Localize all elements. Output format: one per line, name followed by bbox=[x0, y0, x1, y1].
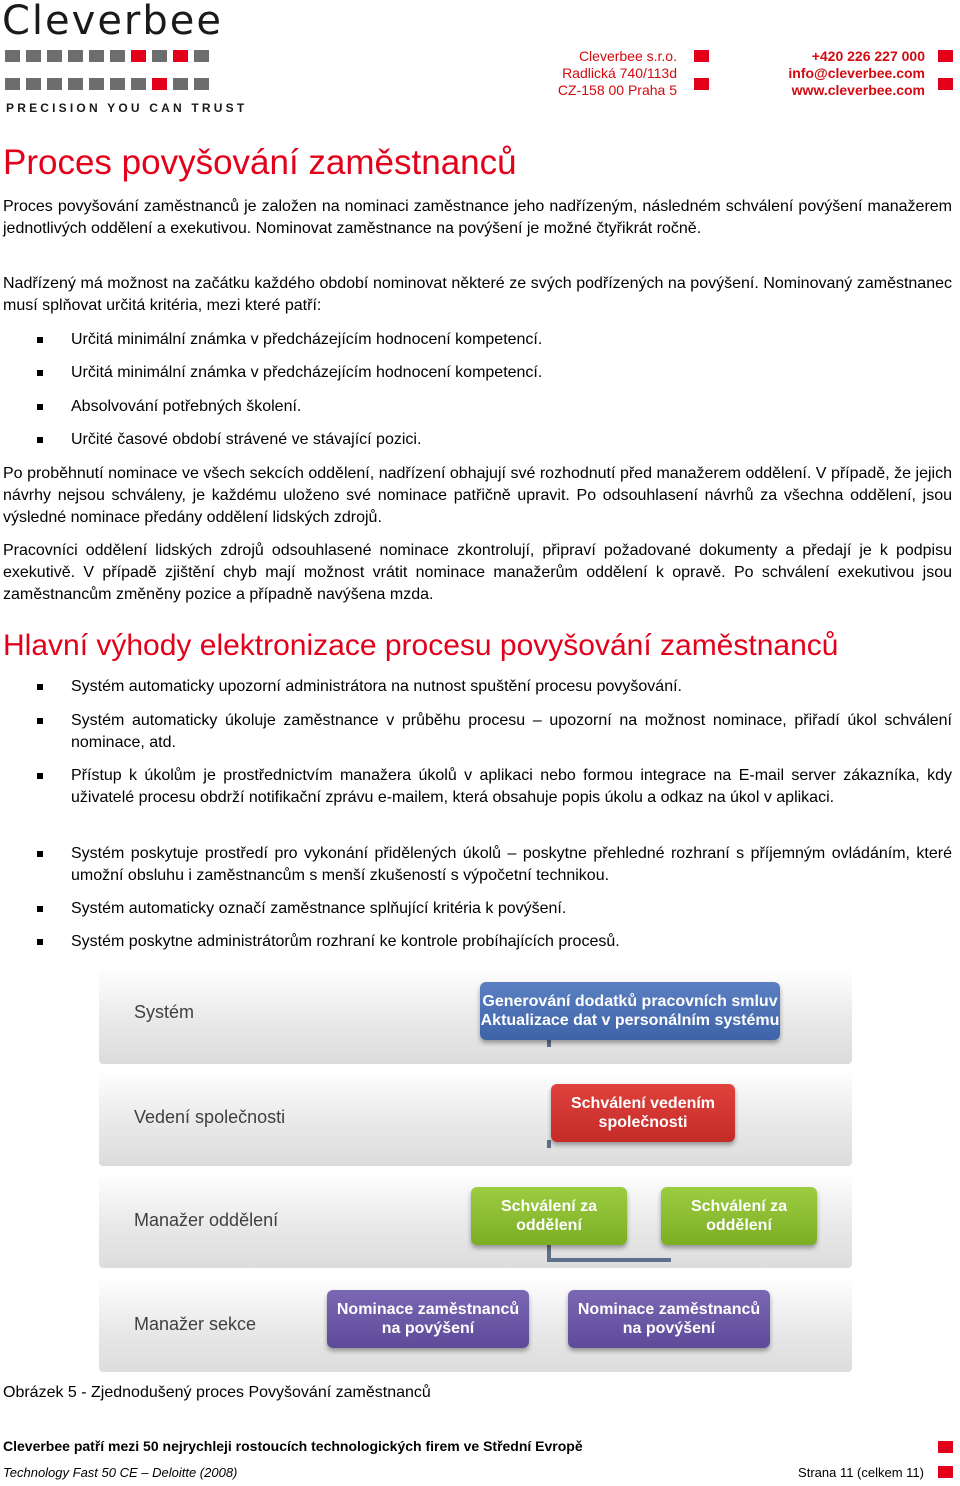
bullet-icon bbox=[37, 404, 43, 410]
contact-phone: +420 226 227 000 bbox=[811, 48, 925, 64]
bullet-icon bbox=[37, 337, 43, 343]
bullet-icon bbox=[37, 939, 43, 945]
paragraph-nomination: Nadřízený má možnost na začátku každého období nominovat některé ze svých podřízených na povýšení. Nominovaný zaměstnanec musí splňovat určitá kritéria, mezi které patří: bbox=[3, 275, 952, 314]
benefit-item: Systém automaticky upozorní administrátora na nutnost spuštění procesu povyšování. bbox=[3, 676, 952, 698]
box-line: Generování dodatků pracovních smluv bbox=[482, 993, 778, 1010]
header-red-square bbox=[938, 50, 953, 62]
criteria-item: Absolvování potřebných školení. bbox=[3, 396, 952, 418]
promotion-process-diagram bbox=[99, 968, 852, 1372]
box-line: Aktualizace dat v personálním systému bbox=[480, 1012, 780, 1029]
company-address bbox=[558, 48, 677, 99]
bullet-icon bbox=[37, 773, 43, 779]
page-number: Strana 11 (celkem 11) bbox=[798, 1465, 924, 1480]
logo-square-grid bbox=[5, 50, 227, 92]
box-line: oddělení bbox=[516, 1217, 582, 1234]
box-line: Nominace zaměstnanců bbox=[336, 1301, 520, 1318]
section-title-process: Proces povyšování zaměstnanců bbox=[3, 143, 517, 182]
footer-claim: Cleverbee patří mezi 50 nejrychleji rostoucích technologických firem ve Střední Evropě bbox=[3, 1438, 583, 1454]
box-section-nomination bbox=[327, 1290, 529, 1348]
box-line: na povýšení bbox=[622, 1320, 716, 1337]
lane-label-section: Manažer sekce bbox=[134, 1314, 257, 1334]
lane-label-department: Manažer oddělení bbox=[134, 1210, 279, 1230]
footer-red-square bbox=[938, 1441, 953, 1453]
benefit-item: Přístup k úkolům je prostřednictvím manažera úkolů v aplikaci nebo formou integrace na E-mail server zákazníka, kdy uživatelé procesu obdrží notifikační zprávu e-mailem, která obsahuje popis úkolu a odkaz na úkol v aplikaci. bbox=[3, 765, 952, 809]
paragraph-hr: Pracovníci oddělení lidských zdrojů odsouhlasené nominace zkontrolují, připraví požadované dokumenty a předají je k podpisu exekutivě. V případě zjištění chyb mají možnost vrátit nominace manažerům oddělení k opravě. Po schválení exekutivou jsou zaměstnancům změněny pozice a případně navýšena mzda. bbox=[3, 542, 952, 603]
paragraph-defense: Po proběhnutí nominace ve všech sekcích oddělení, nadřízení obhajují své rozhodnutí před manažerem oddělení. V případě, že jejich návrhy nejsou schváleny, je každému uloženo své nominace patřičně upravit. Po odsouhlasení návrhů za všechna oddělení, jsou výsledné nominace předány oddělení lidských zdrojů. bbox=[3, 465, 952, 526]
header-red-square bbox=[694, 78, 709, 90]
box-department-approval bbox=[471, 1187, 627, 1245]
address-line: Radlická 740/113d bbox=[562, 65, 677, 81]
box-line: Schválení za bbox=[690, 1198, 788, 1215]
connector bbox=[547, 1258, 671, 1262]
box-line: oddělení bbox=[706, 1217, 772, 1234]
bullet-icon bbox=[37, 718, 43, 724]
box-line: Nominace zaměstnanců bbox=[577, 1301, 761, 1318]
criteria-item: Určitá minimální známka v předcházejícím hodnocení kompetencí. bbox=[3, 362, 952, 384]
box-line: Schválení vedením bbox=[570, 1095, 716, 1112]
footer-source: Technology Fast 50 CE – Deloitte (2008) bbox=[3, 1465, 238, 1480]
criteria-item: Určitá minimální známka v předcházejícím hodnocení kompetencí. bbox=[3, 329, 952, 351]
lane-label-system: Systém bbox=[134, 1002, 195, 1022]
lane-label-management: Vedení společnosti bbox=[134, 1107, 286, 1127]
header-red-square bbox=[938, 78, 953, 90]
benefit-item: Systém poskytuje prostředí pro vykonání přidělených úkolů – poskytne přehledné rozhraní s příjemným ovládáním, které umožní obsluhu i zaměstnancům s menší zkušeností s výpočetní technikou. bbox=[3, 843, 952, 887]
bullet-icon bbox=[37, 906, 43, 912]
bullet-icon bbox=[37, 370, 43, 376]
header-red-square bbox=[694, 50, 709, 62]
criteria-item: Určité časové období strávené ve stávající pozici. bbox=[3, 429, 952, 451]
logo-tagline: PRECISION YOU CAN TRUST bbox=[6, 101, 248, 115]
figure-caption: Obrázek 5 - Zjednodušený proces Povyšování zaměstnanců bbox=[3, 1384, 431, 1401]
paragraph-intro: Proces povyšování zaměstnanců je založen na nominaci zaměstnance jeho nadřízeným, následném schválení povýšení manažerem jednotlivých oddělení a exekutivou. Nominovat zaměstnance na povýšení je možné čtyřikrát ročně. bbox=[3, 198, 952, 237]
box-line: na povýšení bbox=[381, 1320, 475, 1337]
address-line: CZ-158 00 Praha 5 bbox=[557, 82, 677, 98]
box-system-tasks bbox=[480, 982, 780, 1040]
footer-red-square bbox=[938, 1466, 953, 1478]
company-contact bbox=[788, 48, 925, 99]
box-line: společnosti bbox=[598, 1114, 688, 1131]
logo-wordmark: Cleverbee bbox=[2, 0, 223, 44]
benefit-item: Systém poskytne administrátorům rozhraní ke kontrole probíhajících procesů. bbox=[3, 931, 952, 953]
bullet-icon bbox=[37, 851, 43, 857]
benefit-item: Systém automaticky označí zaměstnance splňující kritéria k povýšení. bbox=[3, 898, 952, 920]
contact-website[interactable]: www.cleverbee.com bbox=[791, 82, 925, 98]
benefit-item: Systém automaticky úkoluje zaměstnance v průběhu procesu – upozorní na možnost nominace, přiřadí úkol schválení nominace, atd. bbox=[3, 710, 952, 754]
box-section-nomination bbox=[568, 1290, 770, 1348]
connector bbox=[547, 1140, 551, 1148]
bullet-icon bbox=[37, 684, 43, 690]
box-management-approval bbox=[551, 1084, 735, 1142]
box-department-approval bbox=[661, 1187, 817, 1245]
contact-email[interactable]: info@cleverbee.com bbox=[788, 65, 925, 81]
bullet-icon bbox=[37, 437, 43, 443]
address-line: Cleverbee s.r.o. bbox=[578, 48, 677, 64]
box-line: Schválení za bbox=[500, 1198, 598, 1215]
section-title-benefits: Hlavní výhody elektronizace procesu povyšování zaměstnanců bbox=[3, 629, 839, 662]
